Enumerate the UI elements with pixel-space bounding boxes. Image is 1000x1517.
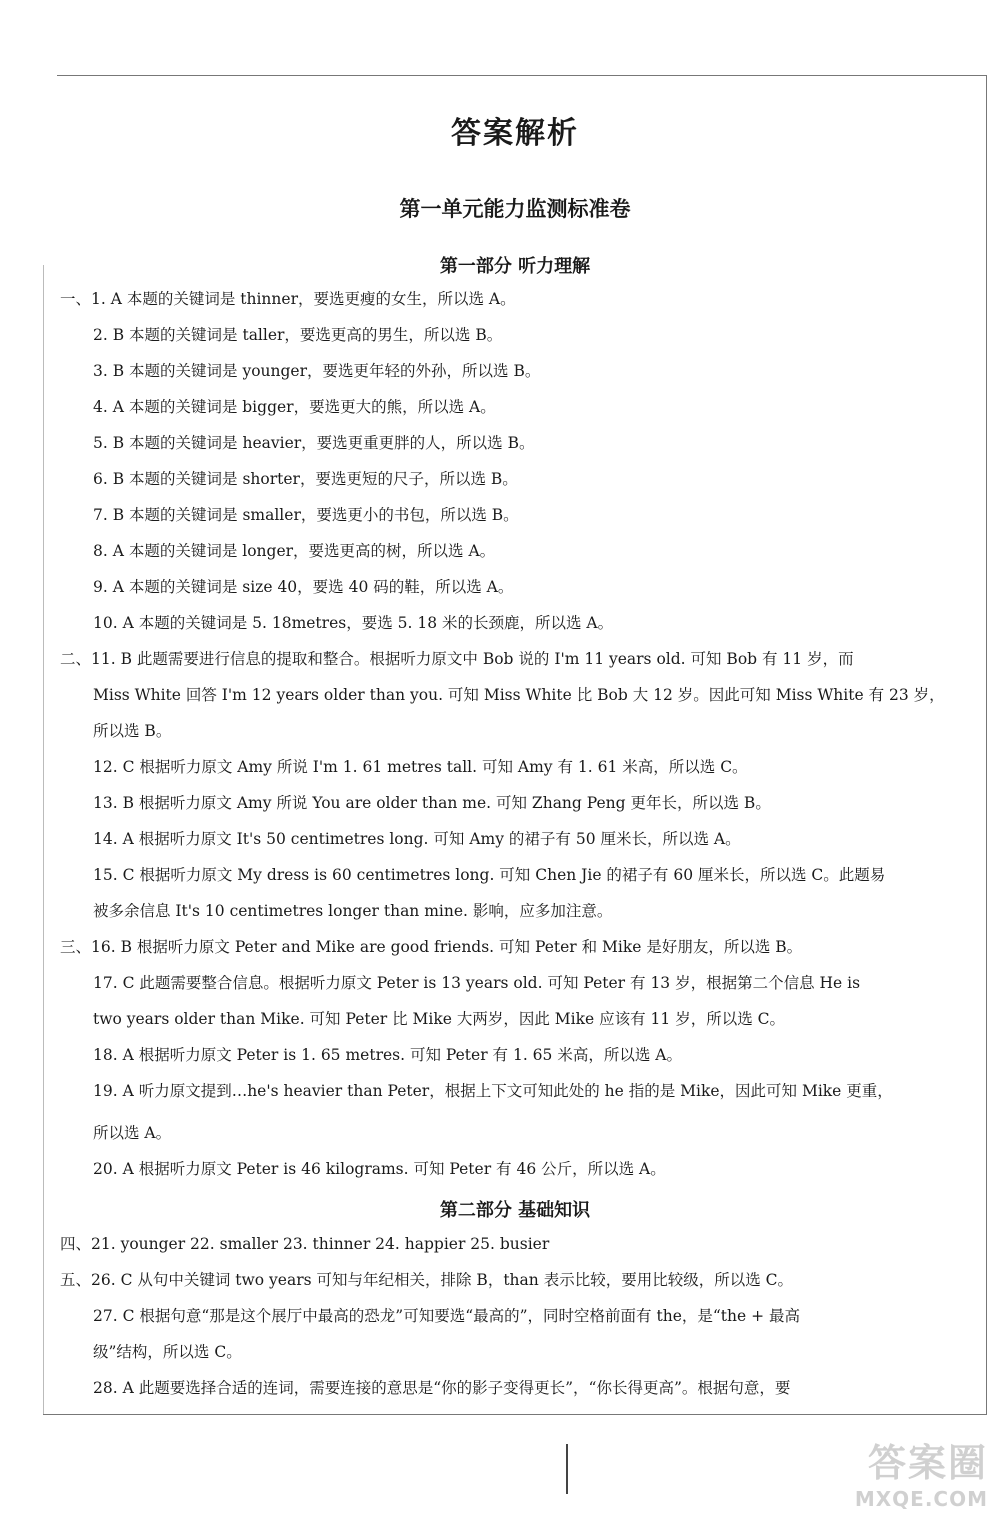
answer-line: 20. A 根据听力原文 Peter is 46 kilograms. 可知 Peter 有 46 公斤，所以选 A。 [93, 1160, 666, 1178]
answer-line: 3. B 本题的关键词是 younger，要选更年轻的外孙，所以选 B。 [93, 362, 541, 380]
answer-line: 所以选 B。 [93, 722, 172, 740]
answer-line: 6. B 本题的关键词是 shorter，要选更短的尺子，所以选 B。 [93, 470, 518, 488]
answer-line: 15. C 根据听力原文 My dress is 60 centimetres long. 可知 Chen Jie 的裙子有 60 厘米长，所以选 C。此题易 [93, 866, 886, 884]
bottom-border-line [43, 1414, 987, 1415]
answer-line: 三、16. B 根据听力原文 Peter and Mike are good friends. 可知 Peter 和 Mike 是好朋友，所以选 B。 [60, 938, 803, 956]
answer-line: 被多余信息 It's 10 centimetres longer than mine. 影响，应多加注意。 [93, 902, 613, 920]
answer-line: 18. A 根据听力原文 Peter is 1. 65 metres. 可知 Peter 有 1. 65 米高，所以选 A。 [93, 1046, 682, 1064]
answer-line: 27. C 根据句意“那是这个展厅中最高的恐龙”可知要选“最高的”，同时空格前面有 the，是“the + 最高 [93, 1307, 801, 1325]
watermark-url: MXQE.COM [854, 1487, 988, 1511]
answer-line: 7. B 本题的关键词是 smaller，要选更小的书包，所以选 B。 [93, 506, 519, 524]
answer-line: 四、21. younger 22. smaller 23. thinner 24. happier 25. busier [60, 1235, 550, 1253]
watermark-logo-text: 答案圈 [867, 1441, 988, 1485]
answer-line: Miss White 回答 I'm 12 years older than you. 可知 Miss White 比 Bob 大 12 岁。因此可知 Miss White 有 23 岁， [93, 686, 945, 704]
answer-line: 10. A 本题的关键词是 5. 18metres，要选 5. 18 米的长颈鹿，所以选 A。 [93, 614, 614, 632]
watermark [838, 1432, 988, 1512]
answer-line: 19. A 听力原文提到…he's heavier than Peter，根据上下文可知此处的 he 指的是 Mike，因此可知 Mike 更重， [93, 1082, 893, 1100]
page-number-mark [566, 1444, 568, 1494]
section-heading-basics: 第二部分 基础知识 [439, 1200, 591, 1221]
answer-line: 9. A 本题的关键词是 size 40，要选 40 码的鞋，所以选 A。 [93, 578, 514, 596]
answer-line: 一、1. A 本题的关键词是 thinner，要选更瘦的女生，所以选 A。 [60, 290, 516, 308]
answer-line: 5. B 本题的关键词是 heavier，要选更重更胖的人，所以选 B。 [93, 434, 535, 452]
page-subtitle: 第一单元能力监测标准卷 [399, 197, 631, 221]
answer-line: 28. A 此题要选择合适的连词，需要连接的意思是“你的影子变得更长”，“你长得更高”。根据句意，要 [93, 1379, 791, 1397]
answer-line: 13. B 根据听力原文 Amy 所说 You are older than me. 可知 Zhang Peng 更年长，所以选 B。 [93, 794, 771, 812]
answer-line: 二、11. B 此题需要进行信息的提取和整合。根据听力原文中 Bob 说的 I'm 11 years old. 可知 Bob 有 11 岁，而 [60, 650, 854, 668]
answer-line: 2. B 本题的关键词是 taller，要选更高的男生，所以选 B。 [93, 326, 503, 344]
top-border-line [57, 75, 987, 76]
answer-line: 所以选 A。 [93, 1124, 172, 1142]
answer-line: two years older than Mike. 可知 Peter 比 Mike 大两岁，因此 Mike 应该有 11 岁，所以选 C。 [93, 1010, 785, 1028]
answer-line: 14. A 根据听力原文 It's 50 centimetres long. 可知 Amy 的裙子有 50 厘米长，所以选 A。 [93, 830, 741, 848]
answer-line: 8. A 本题的关键词是 longer，要选更高的树，所以选 A。 [93, 542, 496, 560]
answer-line: 17. C 此题需要整合信息。根据听力原文 Peter is 13 years old. 可知 Peter 有 13 岁，根据第二个信息 He is [93, 974, 861, 992]
section-heading-listening: 第一部分 听力理解 [439, 256, 591, 277]
page-title: 答案解析 [451, 116, 579, 151]
answer-line: 五、26. C 从句中关键词 two years 可知与年纪相关，排除 B，than 表示比较，要用比较级，所以选 C。 [60, 1271, 793, 1289]
left-border-line [43, 265, 44, 1415]
answer-line: 级”结构，所以选 C。 [93, 1343, 242, 1361]
answer-line: 4. A 本题的关键词是 bigger，要选更大的熊，所以选 A。 [93, 398, 496, 416]
answer-line: 12. C 根据听力原文 Amy 所说 I'm 1. 61 metres tall. 可知 Amy 有 1. 61 米高，所以选 C。 [93, 758, 748, 776]
